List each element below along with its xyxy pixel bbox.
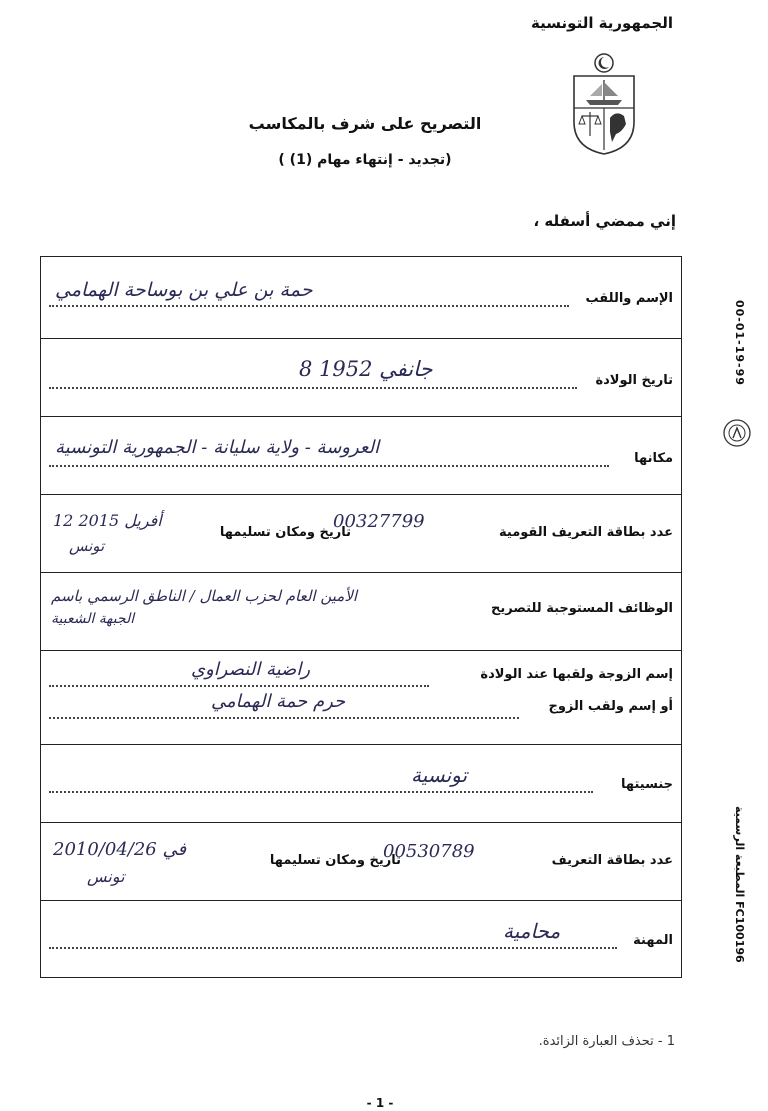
spouse-id-label: عدد بطاقة التعريف [551,853,673,868]
functions-value-line2[interactable]: الجبهة الشعبية [51,611,135,627]
form-row-spouse-id [41,823,681,901]
republic-heading: الجمهورية التونسية [531,14,673,32]
printer-name: المطبعة الرسمية [733,806,746,898]
functions-value-line1[interactable]: الأمين العام لحزب العمال / الناطق الرسمي باسم [51,587,358,605]
spouse-wife-dotted-line [49,685,429,687]
profession-value[interactable]: محامية [503,919,561,943]
spouse-husband-label: أو إسم ولقب الزوج [548,699,673,714]
spouse-wife-value[interactable]: راضية النصراوي [191,659,311,680]
margin-print-code [733,806,746,963]
tunisia-coat-of-arms-icon [568,52,640,156]
name-value[interactable]: حمة بن علي بن بوساحة الهمامي [55,279,313,301]
profession-label: المهنة [633,933,673,948]
name-dotted-line [49,305,569,307]
margin-date-code: 00-01-19-99 [733,300,746,386]
form-row-functions [41,573,681,651]
nationality-label: جنسيتها [621,777,673,792]
print-code: FC100196 [733,901,746,963]
functions-label: الوظائف المستوجبة للتصريح [491,601,673,616]
national-id-date-place-label: تاريخ ومكان تسليمها [219,525,351,540]
birth-place-label: مكانها [634,451,673,466]
form-row-name [41,257,681,339]
nationality-dotted-line [49,791,593,793]
spouse-id-place-value[interactable]: تونس [87,867,125,886]
national-id-date-value[interactable]: 12 أفريل 2015 [53,511,162,530]
spouse-id-number[interactable]: 00530789 [383,841,475,862]
document-title: التصريح على شرف بالمكاسب [248,114,482,133]
national-id-label: عدد بطاقة التعريف القومية [499,525,673,540]
spouse-id-date-value[interactable]: في 2010/04/26 [53,839,187,860]
footnote: 1 - تحذف العبارة الزائدة. [538,1034,675,1049]
national-id-place-value[interactable]: تونس [69,537,105,555]
profession-dotted-line [49,947,617,949]
spouse-husband-dotted-line [49,717,519,719]
name-label: الإسم واللقب [585,291,673,306]
birth-date-value[interactable]: 8 جانفي 1952 [299,357,433,381]
page-number: - 1 - [366,1096,394,1110]
birth-date-dotted-line [49,387,577,389]
spouse-husband-value[interactable]: حرم حمة الهمامي [211,691,346,712]
form-row-birth-place [41,417,681,495]
birth-date-label: تاريخ الولادة [595,373,673,388]
form-row-spouse [41,651,681,745]
form-row-birth-date [41,339,681,417]
form-row-national-id [41,495,681,573]
official-stamp-icon [722,418,752,448]
intro-text: إني ممضي أسفله ، [533,212,676,230]
form-row-nationality [41,745,681,823]
birth-place-dotted-line [49,465,609,467]
spouse-wife-label: إسم الزوجة ولقبها عند الولادة [480,667,673,682]
spouse-id-date-place-label: تاريخ ومكان تسليمها [269,853,401,868]
birth-place-value[interactable]: العروسة - ولاية سليانة - الجمهورية التونسية [55,437,380,458]
nationality-value[interactable]: تونسية [411,763,468,787]
declaration-form [40,256,682,978]
document-subtitle: (تجديد - إنتهاء مهام (1) ) [278,152,452,168]
national-id-number[interactable]: 00327799 [333,511,425,532]
form-row-profession [41,901,681,979]
